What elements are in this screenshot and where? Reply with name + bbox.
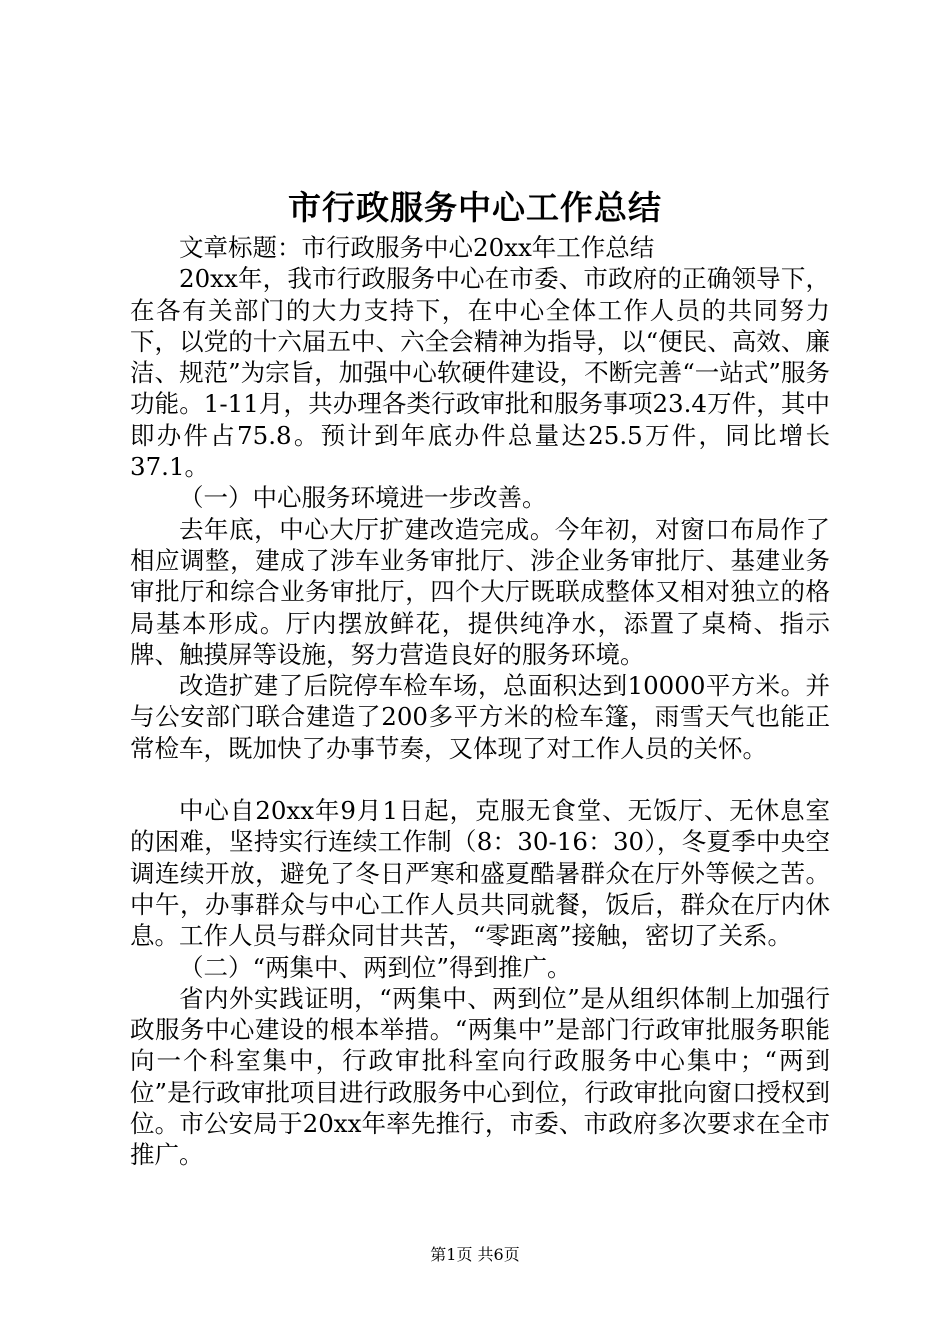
paragraph-hall-renovation: 去年底，中心大厅扩建改造完成。今年初，对窗口布局作了相应调整，建成了涉车业务审批厅、涉企业务审批厅、基建业务审批厅和综合业务审批厅，四个大厅既联成整体又相对独立的格局基本形成。厅内摆放鲜花，提供纯净水，添置了桌椅、指示牌、触摸屏等设施，努力营造良好的服务环境。 bbox=[130, 514, 830, 669]
section-heading-1: （一）中心服务环境进一步改善。 bbox=[179, 483, 547, 513]
paragraph-intro: 20xx年，我市行政服务中心在市委、市政府的正确领导下，在各有关部门的大力支持下，在中心全体工作人员的共同努力下，以党的十六届五中、六全会精神为指导，以“便民、高效、廉洁、规范”为宗旨，加强中心软硬件建设，不断完善“一站式”服务功能。1-11月，共办理各类行政审批和服务事项23.4万件，其中即办件占75.8。预计到年底办件总量达25.5万件，同比增长37.1。 bbox=[130, 264, 830, 482]
paragraph-parking-lot: 改造扩建了后院停车检车场，总面积达到10000平方米。并与公安部门联合建造了200多平方米的检车篷，雨雪天气也能正常检车，既加快了办事节奏，又体现了对工作人员的关怀。 bbox=[130, 671, 830, 763]
document-title: 市行政服务中心工作总结 bbox=[288, 188, 662, 227]
page-number-footer: 第1页 共6页 bbox=[430, 1245, 520, 1264]
paragraph-two-concentrations: 省内外实践证明，“两集中、两到位”是从组织体制上加强行政服务中心建设的根本举措。“两集中”是部门行政审批服务职能向一个科室集中，行政审批科室向行政服务中心集中；“两到位”是行政审批项目进行政服务中心到位，行政审批向窗口授权到位。市公安局于20xx年率先推行，市委、市政府多次要求在全市推广。 bbox=[130, 983, 830, 1170]
article-title-line: 文章标题：市行政服务中心20xx年工作总结 bbox=[179, 233, 655, 262]
section-heading-2: （二）“两集中、两到位”得到推广。 bbox=[179, 952, 572, 982]
document-body bbox=[130, 232, 830, 1171]
paragraph-continuous-work: 中心自20xx年9月1日起，克服无食堂、无饭厅、无休息室的困难，坚持实行连续工作制（8：30-16：30），冬夏季中央空调连续开放，避免了冬日严寒和盛夏酷暑群众在厅外等候之苦。中午，办事群众与中心工作人员共同就餐，饭后，群众在厅内休息。工作人员与群众同甘共苦，“零距离”接触，密切了关系。 bbox=[130, 796, 830, 951]
